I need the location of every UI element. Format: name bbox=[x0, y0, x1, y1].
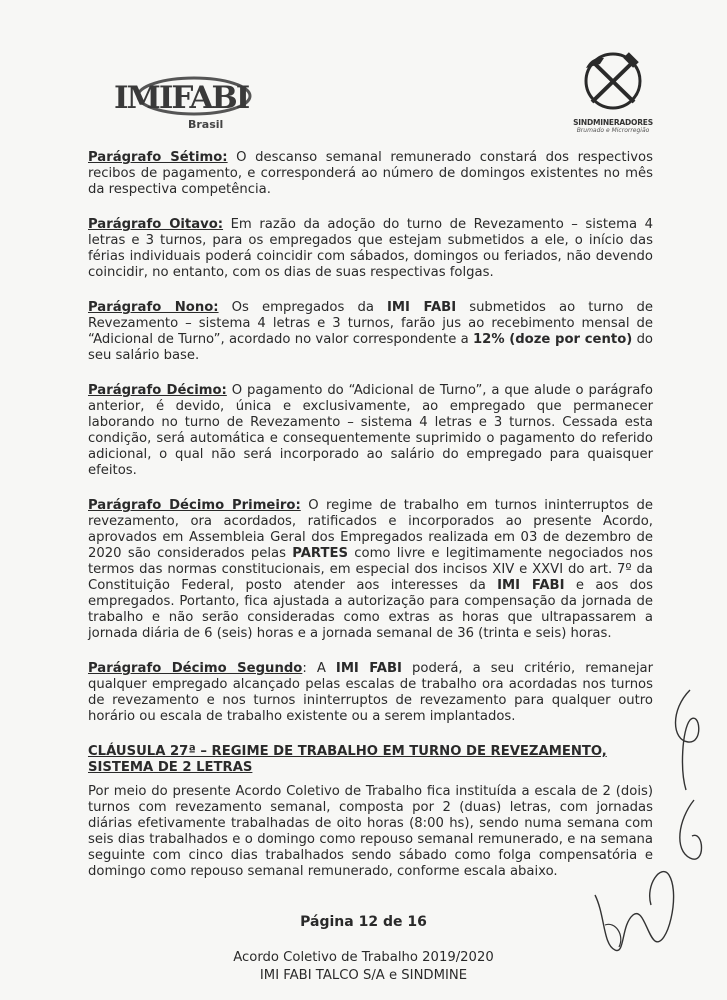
imi-fabi-logo bbox=[108, 72, 258, 142]
signature-initials-icon bbox=[660, 680, 720, 880]
paragraph-label: Parágrafo Décimo Segundo bbox=[88, 661, 303, 676]
paragraph-text: submetidos ao turno de Revezamento – sistema 4 letras e 3 turnos, farão jus ao recebimento mensal de “Adicional de Turno”, acordado no valor correspondente a bbox=[88, 300, 653, 347]
logo-subtitle: Brumado e Microrregião bbox=[576, 127, 650, 134]
paragraph bbox=[88, 150, 653, 198]
imi-fabi-logo-mark bbox=[108, 72, 258, 118]
footer-line-1: Acordo Coletivo de Trabalho 2019/2020 bbox=[233, 950, 494, 965]
signature-icon bbox=[585, 855, 695, 965]
page-number: Página 12 de 16 bbox=[300, 914, 427, 930]
paragraph-text: PARTES bbox=[292, 546, 348, 561]
paragraph-text: poderá, a seu critério, remanejar qualquer empregado alcançado pelas escalas de trabalho ora acordadas nos turnos de revezamento e nos turnos ininterruptos de revezamento para qualquer outro horário ou escala de trabalho existente ou a serem implantados. bbox=[88, 661, 654, 724]
paragraph-text: O regime de trabalho em turnos ininterruptos de revezamento, ora acordados, ratificados e incorporados ao presente Acordo, aprovados em Assembleia Geral dos Empregados realizada em 03 de dezembro de 2020 são considerados pelas bbox=[88, 498, 654, 561]
document-body bbox=[88, 150, 653, 899]
footer-line-2: IMI FABI TALCO S/A e SINDMINE bbox=[259, 968, 468, 983]
clause-title: CLÁUSULA 27ª – REGIME DE TRABALHO EM TURNO DE REVEZAMENTO, SISTEMA DE 2 LETRAS bbox=[88, 744, 607, 775]
paragraph-text: Em razão da adoção do turno de Revezamento – sistema 4 letras e 3 turnos, para os empregados que estejam submetidos a ele, o início das férias individuais poderá coincidir com sábados, domingos ou feriados, não devendo coincidir, no entanto, com os dias de suas respectivas folgas. bbox=[88, 217, 653, 280]
paragraph-label: Parágrafo Oitavo: bbox=[88, 217, 224, 232]
paragraph-text: e aos dos empregados. Portanto, fica ajustada a autorização para compensação da jornada de trabalho e não serão consideradas como extras as horas que ultrapassarem a jornada diária de 6 (seis) horas e a jornada semanal de 36 (trinta e seis) horas. bbox=[88, 578, 653, 641]
logo-subtitle: Brasil bbox=[188, 118, 224, 131]
paragraph-text: IMI FABI bbox=[497, 578, 565, 593]
paragraph bbox=[88, 383, 653, 479]
crossed-hammers-icon bbox=[578, 50, 648, 112]
paragraph-text: IMI FABI bbox=[335, 661, 402, 676]
paragraph-label: Parágrafo Nono: bbox=[88, 300, 219, 315]
paragraph bbox=[88, 661, 653, 725]
paragraph-label: Parágrafo Décimo: bbox=[88, 383, 227, 398]
paragraph-text: 12% (doze por cento) bbox=[472, 332, 633, 347]
logo-text: IMIFABI bbox=[114, 80, 249, 116]
sindmineradores-logo bbox=[548, 50, 678, 145]
paragraph bbox=[88, 498, 653, 642]
paragraph-text: IMI FABI bbox=[387, 300, 457, 315]
paragraph bbox=[88, 217, 653, 281]
paragraph-text: O pagamento do “Adicional de Turno”, a que alude o parágrafo anterior, é devido, única e exclusivamente, ao empregado que permanecer laborando no turno de Revezamento – sistema 4 letras e 3 turnos. Cessada esta condição, será automática e consequentemente suprimido o pagamento do referido adicional, o qual não será incorporado ao salário do empregado para quaisquer efeitos. bbox=[88, 383, 653, 478]
paragraph-text: Os empregados da bbox=[218, 300, 388, 315]
paragraph-text: : A bbox=[302, 661, 336, 676]
paragraph-label: Parágrafo Sétimo: bbox=[88, 150, 228, 165]
clause-text: Por meio do presente Acordo Coletivo de Trabalho fica instituída a escala de 2 (dois) turnos com revezamento semanal, composta por 2 (duas) letras, com jornadas diárias efetivamente trabalhadas de oito horas (8:00 hs), sendo numa semana com seis dias trabalhados e o domingo como repouso semanal remunerado, e na semana seguinte com cinco dias trabalhados sendo sábado como folga compensatória e domingo como repouso semanal remunerado, conforme escala abaixo. bbox=[88, 784, 653, 879]
logo-name: SINDMINERADORES bbox=[573, 118, 653, 127]
paragraph-text: como livre e legitimamente negociados nos termos das normas constitucionais, em especial dos incisos XIV e XXVI do art. 7º da Constituição Federal, posto atender aos interesses da bbox=[88, 546, 653, 593]
paragraph-text: do seu salário base. bbox=[88, 332, 654, 363]
paragraph-label: Parágrafo Décimo Primeiro: bbox=[88, 498, 301, 513]
paragraph bbox=[88, 300, 653, 364]
paragraph-text: O descanso semanal remunerado constará dos respectivos recibos de pagamento, e corresponderá ao número de domingos existentes no mês da respectiva competência. bbox=[88, 150, 653, 197]
